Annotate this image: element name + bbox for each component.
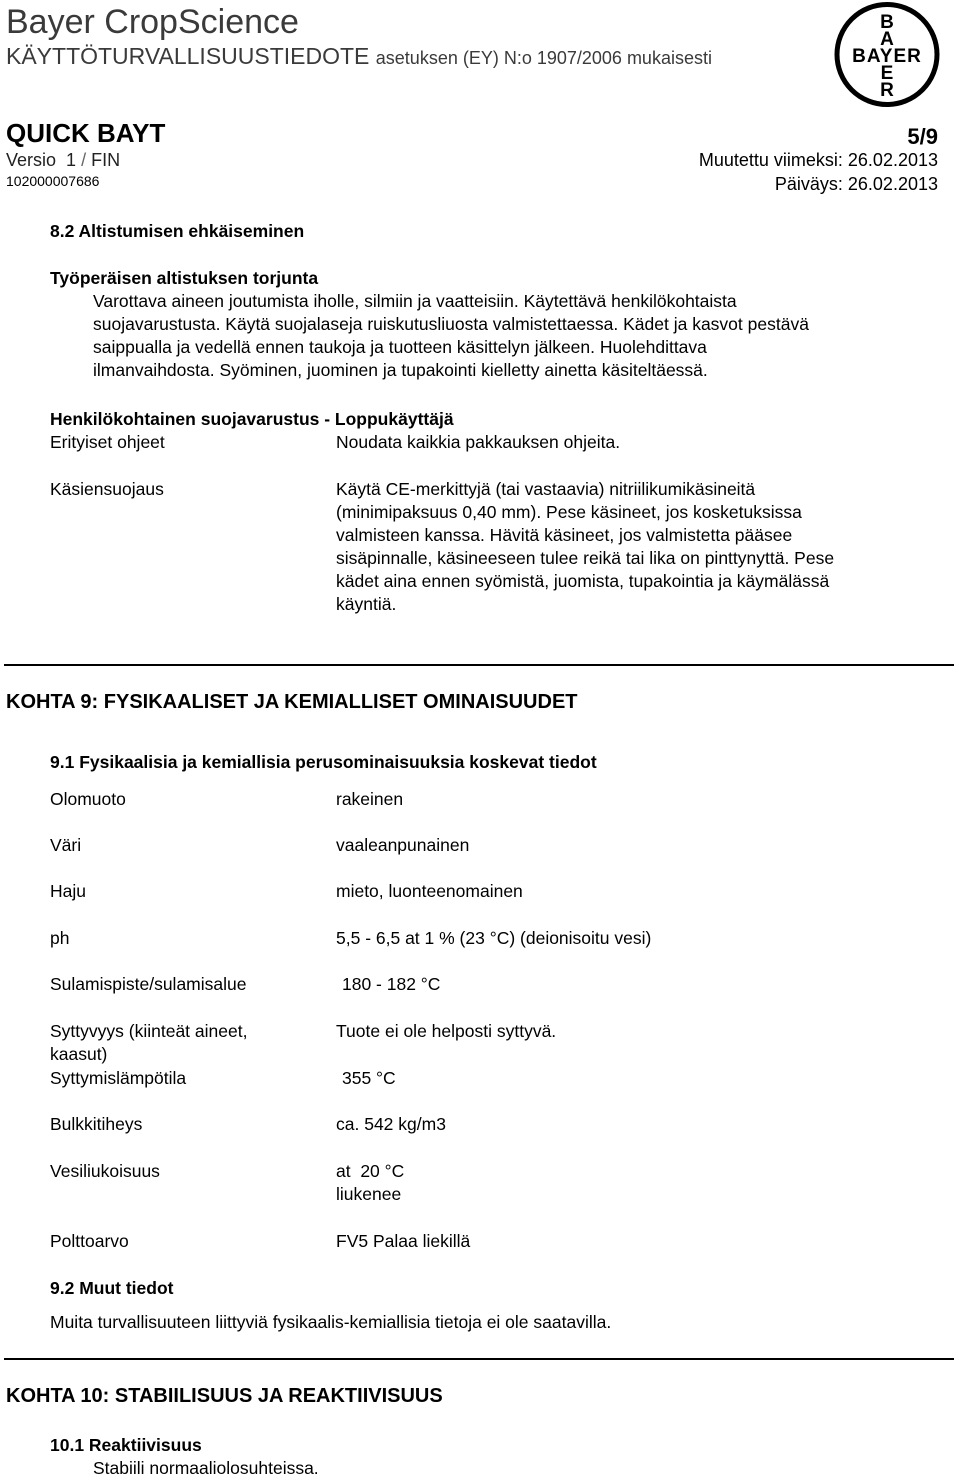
- hand-protection-line-1: Käytä CE-merkittyjä (tai vastaavia) nitriilikumikäsineitä: [336, 479, 756, 499]
- prop-value-odor: mieto, luonteenomainen: [336, 881, 523, 901]
- prop-value-ph: 5,5 - 6,5 at 1 % (23 °C) (deionisoitu vesi): [336, 928, 652, 948]
- other-info-text: Muita turvallisuuteen liittyviä fysikaalis-kemiallisia tietoja ei ole saatavilla.: [50, 1312, 612, 1332]
- version-number: 1: [66, 150, 77, 170]
- prop-label-combustion: Polttoarvo: [50, 1231, 129, 1251]
- last-modified: Muutettu viimeksi: 26.02.2013: [698, 150, 938, 170]
- prop-value-combustion: FV5 Palaa liekillä: [336, 1231, 471, 1251]
- prop-label-color: Väri: [50, 835, 82, 855]
- document-type-title: KÄYTTÖTURVALLISUUSTIEDOTE: [6, 43, 370, 69]
- logo-letter-a: A: [880, 29, 894, 50]
- prop-value-water-solubility-cont: liukenee: [336, 1184, 402, 1204]
- section-10-heading: KOHTA 10: STABIILISUUS JA REAKTIIVISUUS: [6, 1385, 443, 1407]
- prop-label-form: Olomuoto: [50, 789, 126, 809]
- logo-letters-horizontal: BAYER: [852, 46, 922, 67]
- document-type: [6, 41, 712, 73]
- hand-protection-line-5: kädet aina ennen syömistä, juomista, tupakointia ja käymälässä: [336, 571, 830, 591]
- prop-value-water-solubility: at 20 °C: [336, 1161, 405, 1181]
- document-date: Päiväys: 26.02.2013: [774, 174, 938, 194]
- hand-protection-line-2: (minimipaksuus 0,40 mm). Pese käsineet, jos kosketuksissa: [336, 502, 802, 522]
- logo-letter-r: R: [880, 80, 894, 101]
- section-9-2-heading: 9.2 Muut tiedot: [50, 1278, 174, 1298]
- prop-value-melting-point: 180 - 182 °C: [342, 974, 441, 994]
- prop-label-flammability-cont: kaasut): [50, 1044, 108, 1064]
- page-number: 5/9: [907, 124, 938, 149]
- reactivity-text: Stabiili normaaliolosuhteissa.: [93, 1458, 319, 1478]
- section-10-1-heading: 10.1 Reaktiivisuus: [50, 1435, 202, 1455]
- section-8-2-heading: 8.2 Altistumisen ehkäiseminen: [50, 221, 305, 241]
- version-separator: /: [81, 150, 87, 170]
- hand-protection-label: Käsiensuojaus: [50, 479, 164, 499]
- regulation-note: asetuksen (EY) N:o 1907/2006 mukaisesti: [375, 48, 712, 68]
- prop-label-flammability: Syttyvyys (kiinteät aineet,: [50, 1021, 248, 1041]
- company-name: Bayer CropScience: [6, 3, 299, 41]
- logo-letter-b: B: [880, 12, 894, 33]
- special-instructions-value: Noudata kaikkia pakkauksen ohjeita.: [336, 432, 621, 452]
- version-info: [6, 150, 120, 171]
- hand-protection-line-3: valmisteen kanssa. Hävitä käsineet, jos valmistetta pääsee: [336, 525, 793, 545]
- section-9-1-heading: 9.1 Fysikaalisia ja kemiallisia perusominaisuuksia koskevat tiedot: [50, 752, 597, 772]
- prop-value-color: vaaleanpunainen: [336, 835, 470, 855]
- prop-label-odor: Haju: [50, 881, 86, 901]
- prop-label-ignition-temp: Syttymislämpötila: [50, 1068, 187, 1088]
- section-divider-2: [4, 1358, 954, 1360]
- prop-value-flammability: Tuote ei ole helposti syttyvä.: [336, 1021, 557, 1041]
- exposure-control-heading: Työperäisen altistuksen torjunta: [50, 268, 319, 288]
- document-number: 102000007686: [6, 173, 100, 189]
- section-9-heading: KOHTA 9: FYSIKAALISET JA KEMIALLISET OMINAISUUDET: [6, 691, 578, 713]
- section-divider: [4, 664, 954, 666]
- exposure-text-line-2: suojavarustusta. Käytä suojalaseja ruiskutusliuosta valmistettaessa. Kädet ja kasvot pestävä: [93, 314, 809, 334]
- special-instructions-label: Erityiset ohjeet: [50, 432, 165, 452]
- exposure-text-line-4: ilmanvaihdosta. Syöminen, juominen ja tupakointi kielletty ainetta käsiteltäessä.: [93, 360, 708, 380]
- exposure-text-line-1: Varottava aineen joutumista iholle, silmiin ja vaatteisiin. Käytettävä henkilökohtaista: [93, 291, 737, 311]
- logo-letter-e: E: [880, 63, 894, 84]
- prop-label-ph: ph: [50, 928, 70, 948]
- product-name: QUICK BAYT: [6, 118, 166, 148]
- prop-label-bulk-density: Bulkkitiheys: [50, 1114, 143, 1134]
- version-label: Versio: [6, 150, 57, 170]
- version-language: FIN: [91, 150, 121, 170]
- prop-label-water-solubility: Vesiliukoisuus: [50, 1161, 160, 1181]
- prop-value-ignition-temp: 355 °C: [342, 1068, 396, 1088]
- prop-value-form: rakeinen: [336, 789, 404, 809]
- hand-protection-line-6: käyntiä.: [336, 594, 397, 614]
- exposure-text-line-3: saippualla ja vedellä ennen taukoja ja tuotteen käsittelyn jälkeen. Huolehdittava: [93, 337, 707, 357]
- hand-protection-line-4: sisäpinnalle, käsineeseen tulee reikä tai lika on pinttynyttä. Pese: [336, 548, 835, 568]
- bayer-logo: [830, 1, 946, 108]
- ppe-heading: Henkilökohtainen suojavarustus - Loppukäyttäjä: [50, 409, 454, 429]
- prop-label-melting-point: Sulamispiste/sulamisalue: [50, 974, 247, 994]
- prop-value-bulk-density: ca. 542 kg/m3: [336, 1114, 446, 1134]
